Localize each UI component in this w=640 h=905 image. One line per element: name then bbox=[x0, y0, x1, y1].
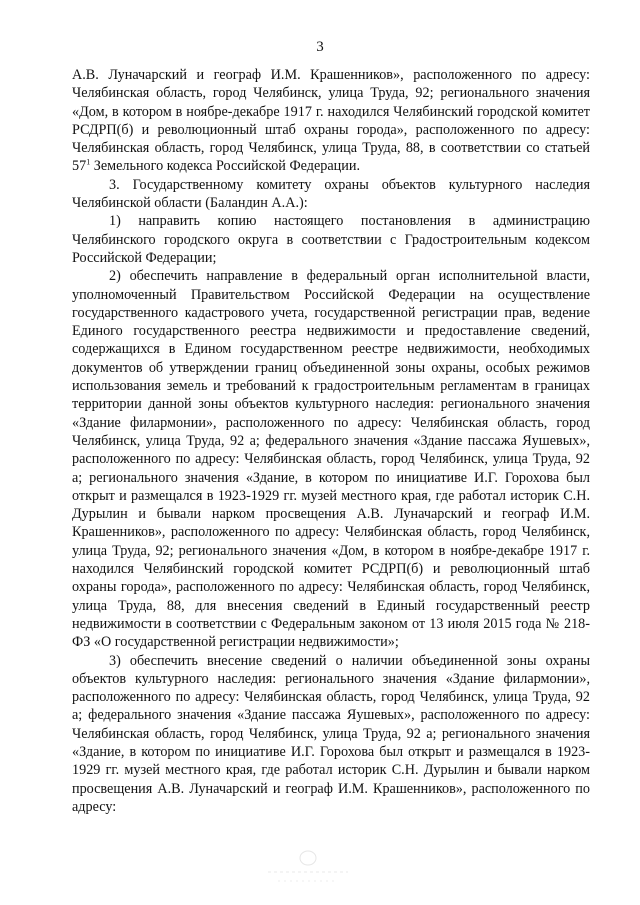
document-body bbox=[72, 66, 590, 816]
paragraph-continuation bbox=[72, 66, 590, 176]
paragraph-subitem-1: 1) направить копию настоящего постановления в администрацию Челябинского городского округа в соответствии с Градостроительным кодексом Российской Федерации; bbox=[72, 213, 590, 266]
paragraph-item-3: 3. Государственному комитету охраны объектов культурного наследия Челябинской области (Баландин А.А.): bbox=[72, 176, 590, 212]
paragraph-text: А.В. Луначарский и географ И.М. Крашенников», расположенного по адресу: Челябинская область, город Челябинск, улица Труда, 92; регионального значения «Дом, в котором в ноябре-декабре 1917 г. находился Челябинский городской комитет РСДРП(б) и революционный штаб охраны города», расположенного по адресу: Челябинская область, город Челябинск, улица Труда, 88, в соответствии со статьей 57 bbox=[72, 67, 590, 175]
faint-stamp-mark bbox=[248, 848, 368, 888]
paragraph-text-tail: Земельного кодекса Российской Федерации. bbox=[90, 158, 360, 175]
article-superscript: 1 bbox=[86, 157, 91, 167]
paragraph-subitem-2: 2) обеспечить направление в федеральный орган исполнительной власти, уполномоченный Правительством Российской Федерации на осуществление государственного кадастрового учета, государственной регистрации прав, ведение Единого государственного реестра недвижимости и предоставление сведений, содержащихся в Едином государственном реестре недвижимости, необходимых документов об утверждении границ объединенной зоны охраны, особых режимов использования земель и требований к градостроительным регламентам в границах территории данной зоны объектов культурного наследия: регионального значения «Здание филармонии», расположенного по адресу: Челябинская область, город Челябинск, улица Труда, 92 а; федерального значения «Здание пассажа Яушевых», расположенного по адресу: Челябинская область, город Челябинск, улица Труда, 92 а; регионального значения «Здание, в котором по инициативе И.Г. Горохова был открыт и размещался в 1923-1929 гг. музей местного края, где работал историк С.Н. Дурылин и бывали нарком просвещения А.В. Луначарский и географ И.М. Крашенников», расположенного по адресу: Челябинская область, город Челябинск, улица Труда, 92; регионального значения «Дом, в котором в ноябре-декабре 1917 г. находился Челябинский городской комитет РСДРП(б) и революционный штаб охраны города», расположенного по адресу: Челябинская область, город Челябинск, улица Труда, 88, для внесения сведений в Единый государственный реестр недвижимости в соответствии с Федеральным законом от 13 июля 2015 года № 218-ФЗ «О государственной регистрации недвижимости»; bbox=[72, 268, 590, 651]
page-number: 3 bbox=[316, 39, 324, 55]
paragraph-subitem-3: 3) обеспечить внесение сведений о наличии объединенной зоны охраны объектов культурного наследия: регионального значения «Здание филармонии», расположенного по адресу: Челябинская область, город Челябинск, улица Труда, 92 а; федерального значения «Здание пассажа Яушевых», расположенного по адресу: Челябинская область, город Челябинск, улица Труда, 92 а; регионального значения «Здание, в котором по инициативе И.Г. Горохова был открыт и размещался в 1923-1929 гг. музей местного края, где работал историк С.Н. Дурылин и бывали нарком просвещения А.В. Луначарский и географ И.М. Крашенников», расположенного по адресу: bbox=[72, 652, 590, 815]
